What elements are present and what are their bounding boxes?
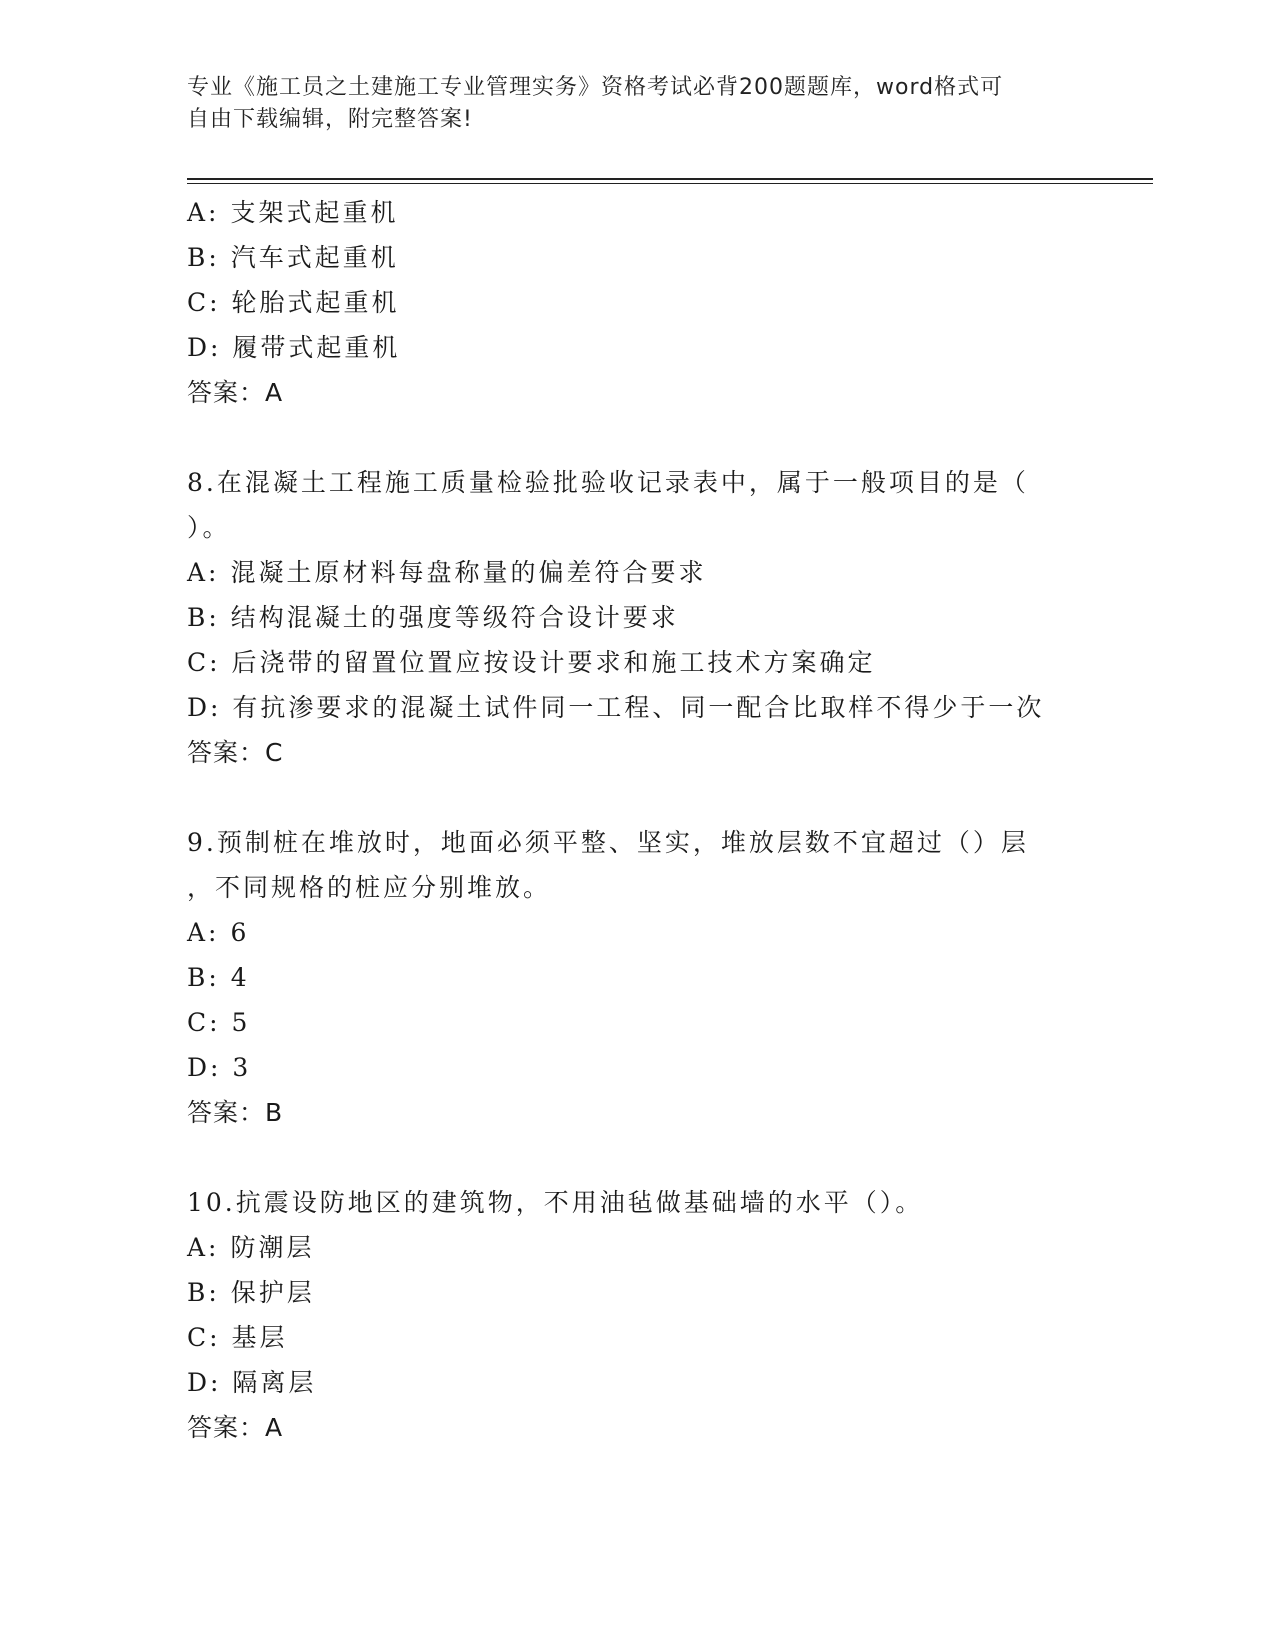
question-block-7 <box>187 190 1087 415</box>
header-rule-thick <box>187 178 1153 180</box>
question-content <box>187 190 1087 1450</box>
question-text: 9.预制桩在堆放时，地面必须平整、坚实，堆放层数不宜超过（）层 ，不同规格的桩应分别堆放。 <box>187 828 1029 902</box>
header-rule-thin <box>187 183 1153 184</box>
option-b: B: 汽车式起重机 <box>187 243 399 272</box>
question-text: 10.抗震设防地区的建筑物，不用油毡做基础墙的水平（）。 <box>187 1188 924 1217</box>
document-header <box>187 72 1067 136</box>
answer-label: 答案：A <box>187 378 284 407</box>
question-text: 8.在混凝土工程施工质量检验批验收记录表中，属于一般项目的是（ ）。 <box>187 468 1029 542</box>
option-d: D: 3 <box>187 1053 252 1082</box>
header-line-1: 专业《施工员之土建施工专业管理实务》资格考试必背200题题库，word格式可 <box>187 75 1004 100</box>
question-block-9 <box>187 820 1087 1135</box>
option-c: C: 轮胎式起重机 <box>187 288 400 317</box>
option-b: B: 4 <box>187 963 250 992</box>
option-d: D: 有抗渗要求的混凝土试件同一工程、同一配合比取样不得少于一次 <box>187 693 1045 722</box>
option-c: C: 后浇带的留置位置应按设计要求和施工技术方案确定 <box>187 648 876 677</box>
option-d: D: 隔离层 <box>187 1368 317 1397</box>
option-a: A: 支架式起重机 <box>187 198 399 227</box>
option-d: D: 履带式起重机 <box>187 333 401 362</box>
option-c: C: 5 <box>187 1008 251 1037</box>
header-line-2: 自由下载编辑，附完整答案! <box>187 107 473 132</box>
question-block-8 <box>187 460 1087 775</box>
answer-label: 答案：B <box>187 1098 284 1127</box>
answer-label: 答案：C <box>187 738 284 767</box>
option-a: A: 混凝土原材料每盘称量的偏差符合要求 <box>187 558 707 587</box>
option-a: A: 6 <box>187 918 250 947</box>
question-block-10 <box>187 1180 1087 1450</box>
option-b: B: 结构混凝土的强度等级符合设计要求 <box>187 603 679 632</box>
answer-label: 答案：A <box>187 1413 284 1442</box>
option-c: C: 基层 <box>187 1323 288 1352</box>
option-a: A: 防潮层 <box>187 1233 315 1262</box>
option-b: B: 保护层 <box>187 1278 315 1307</box>
